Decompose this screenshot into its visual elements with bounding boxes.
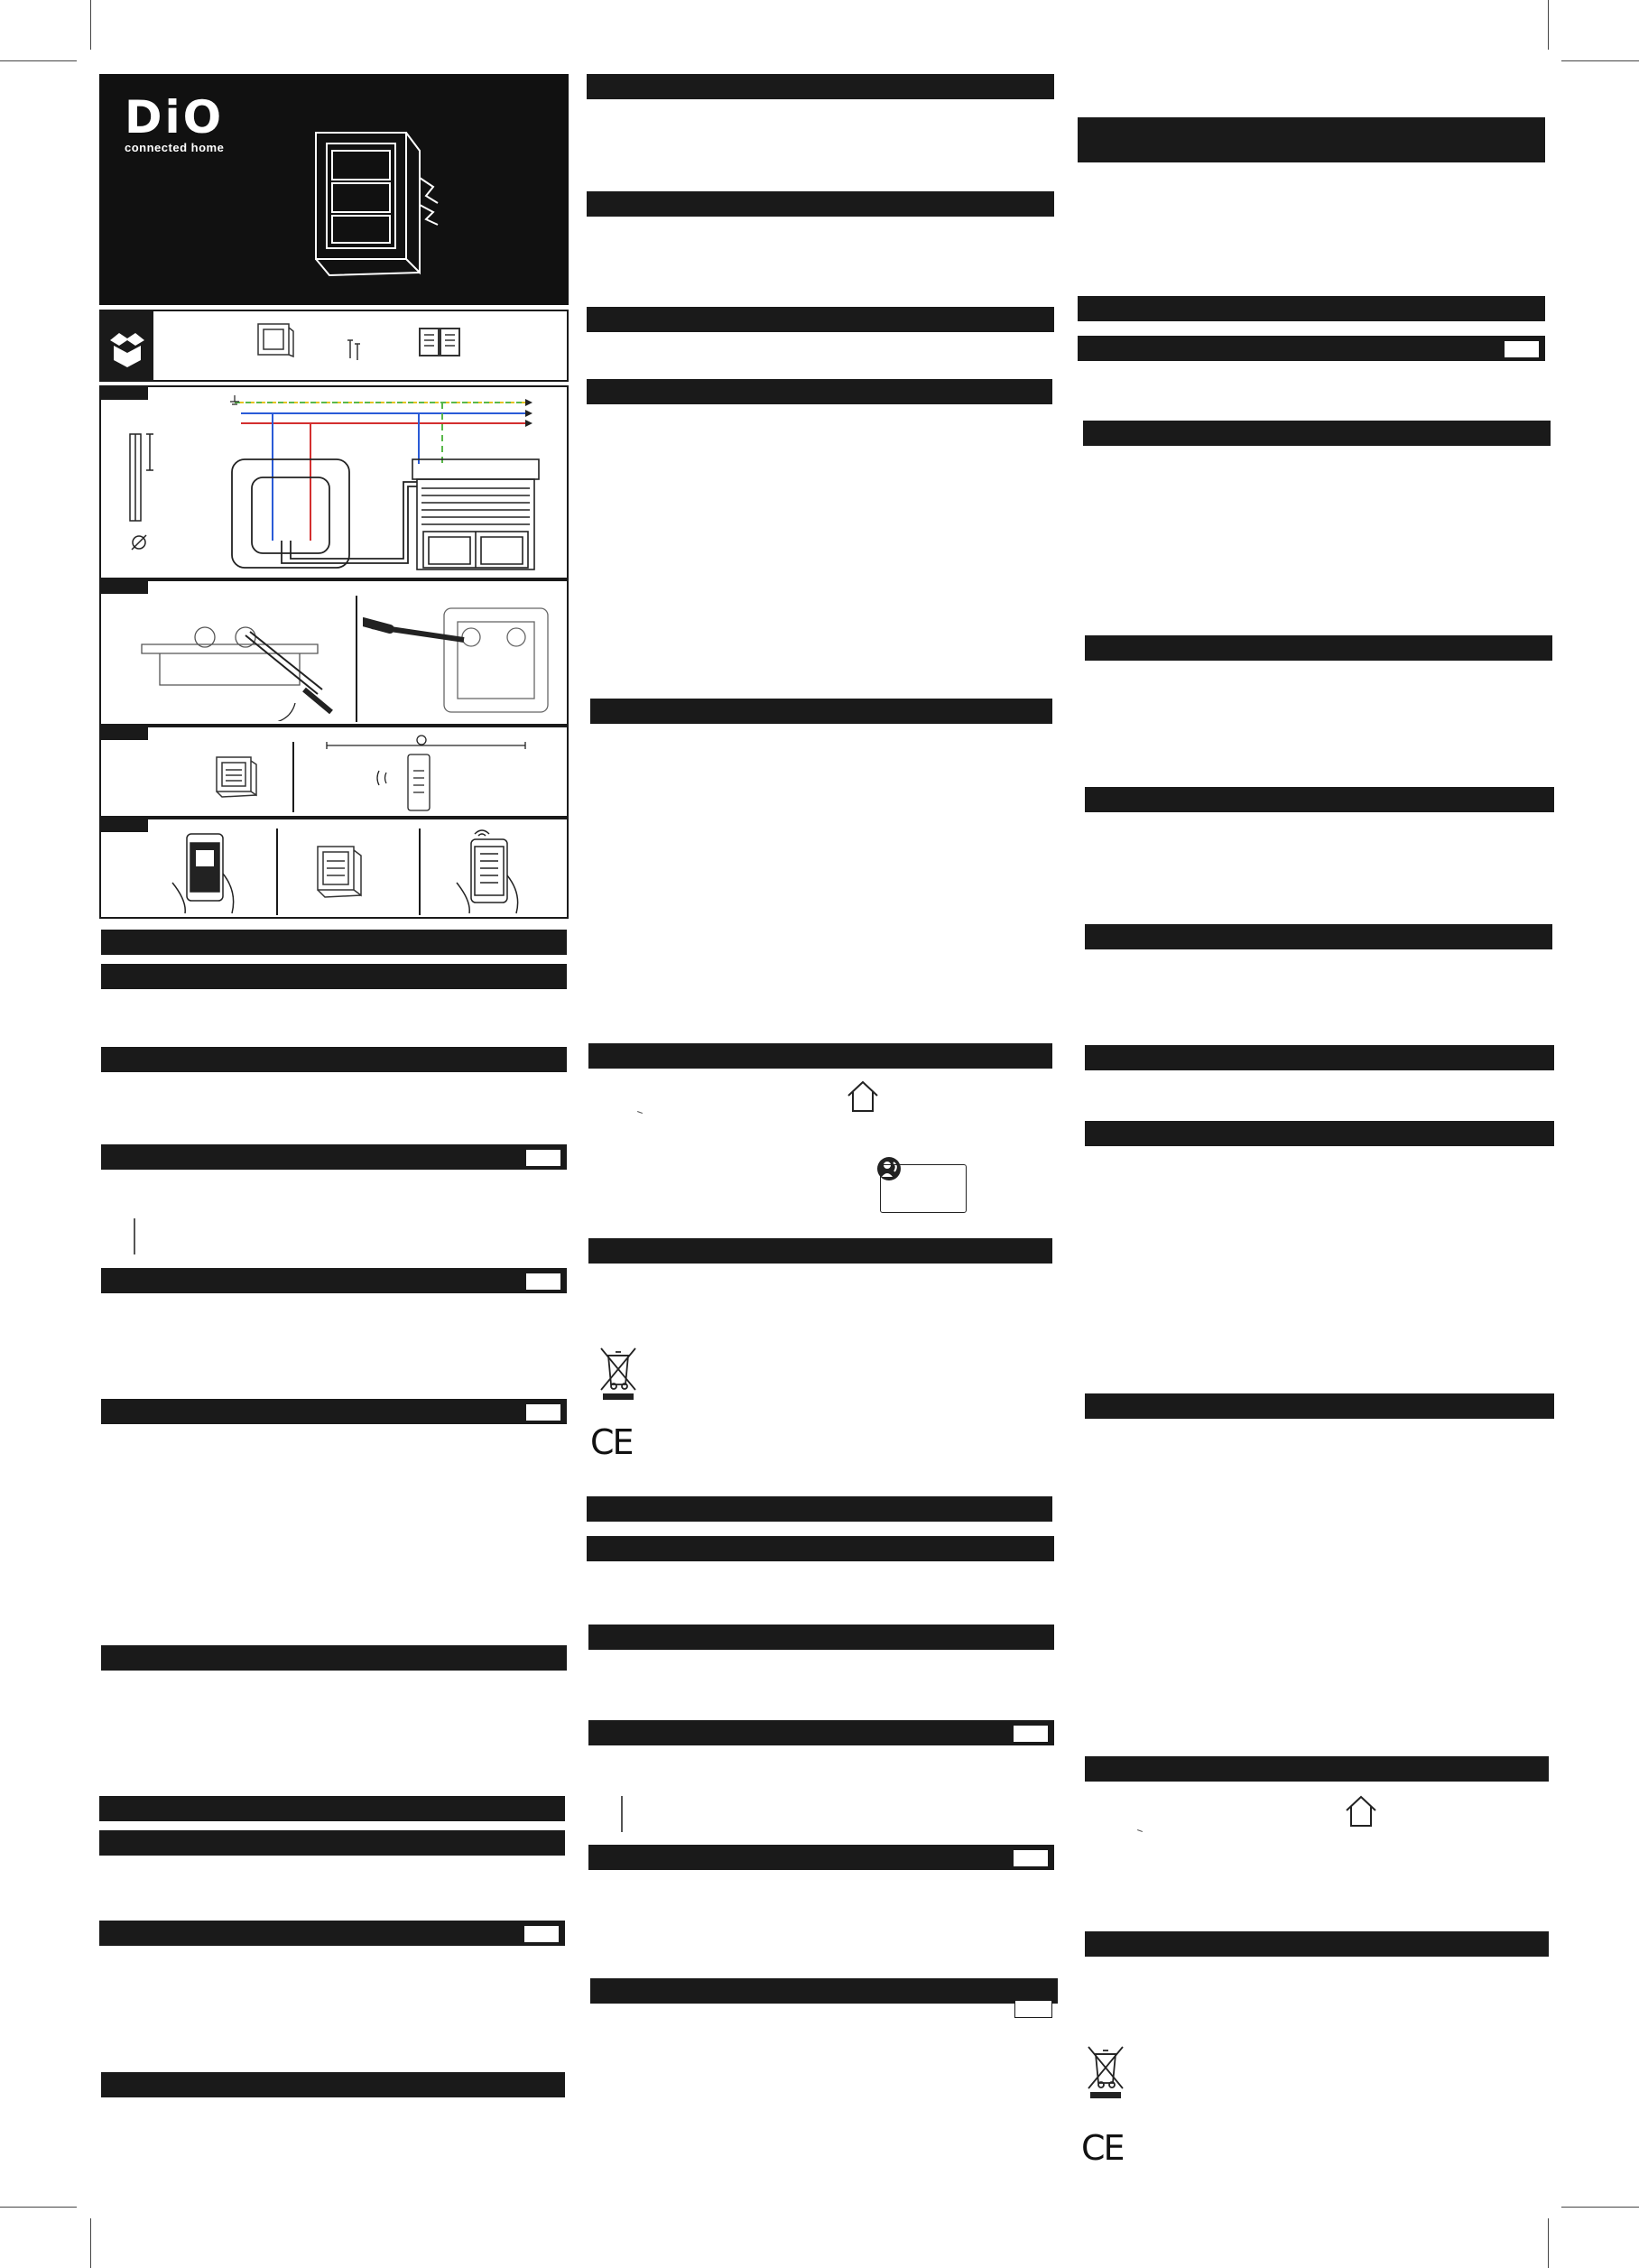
section-heading-bar <box>1085 635 1552 661</box>
wall-switch-icon <box>255 320 296 362</box>
language-box <box>523 1925 560 1943</box>
app-setup-panel <box>99 818 569 919</box>
crop-mark <box>0 2207 77 2208</box>
panel-divider <box>292 742 294 812</box>
section-heading-bar <box>101 1144 567 1170</box>
section-heading-bar <box>99 1830 565 1856</box>
section-heading-bar <box>101 1047 567 1072</box>
section-heading-bar <box>101 930 567 955</box>
cover-panel <box>99 74 569 305</box>
brand-tagline: connected home <box>125 141 225 154</box>
language-box <box>1504 340 1540 358</box>
section-heading-bar <box>587 1536 1054 1561</box>
brand-name: DiO <box>125 91 225 143</box>
language-box <box>525 1403 561 1421</box>
section-heading-bar <box>588 1238 1052 1264</box>
section-heading-bar <box>99 1796 565 1821</box>
section-heading-bar <box>99 1921 565 1946</box>
pairing-remote-panel <box>99 726 569 818</box>
installation-panel <box>99 579 569 726</box>
brand-logo <box>125 92 224 154</box>
section-heading-bar <box>590 1978 1058 2004</box>
section-heading-bar <box>101 1645 567 1671</box>
mounting-claws-illustration <box>137 608 336 721</box>
smartphone-icon <box>169 829 241 915</box>
language-box <box>1014 2000 1052 2018</box>
section-heading-bar <box>1085 924 1552 949</box>
section-heading-bar <box>1085 1756 1549 1782</box>
section-heading-bar <box>588 1625 1054 1650</box>
section-heading-bar <box>101 1268 567 1293</box>
crop-mark <box>0 60 77 61</box>
step-tab <box>101 727 148 740</box>
section-heading-bar <box>1078 336 1545 361</box>
crop-mark <box>90 0 91 50</box>
crop-mark <box>1548 0 1549 50</box>
house-icon <box>1343 1794 1379 1828</box>
panel-divider <box>276 829 278 915</box>
package-open-icon <box>101 311 153 380</box>
language-box <box>525 1273 561 1291</box>
contact-box <box>880 1164 967 1213</box>
section-heading-bar <box>1085 1393 1554 1419</box>
crop-mark <box>1548 2218 1549 2268</box>
section-heading-bar <box>588 1845 1054 1870</box>
section-heading-bar <box>1085 1121 1554 1146</box>
ce-mark-icon: CE <box>1081 2128 1124 2168</box>
section-heading-bar <box>587 379 1052 404</box>
screw-terminal-illustration <box>363 599 561 721</box>
section-heading-bar <box>101 964 567 989</box>
section-heading-bar <box>587 1496 1052 1522</box>
section-heading-bar <box>1085 1045 1554 1070</box>
section-heading-bar <box>587 74 1054 99</box>
text-marker <box>134 1218 135 1254</box>
text-marker <box>621 1796 623 1832</box>
step-tab <box>101 819 148 832</box>
section-heading-bar <box>588 1043 1052 1069</box>
language-box <box>1013 1849 1049 1867</box>
section-heading-bar <box>587 307 1054 332</box>
ce-mark-icon: CE <box>590 1422 633 1462</box>
box-contents-tab <box>101 311 153 380</box>
section-heading-bar <box>587 191 1054 217</box>
remote-control-icon <box>318 735 534 816</box>
section-heading-bar <box>1085 1931 1549 1957</box>
section-heading-bar <box>590 699 1052 724</box>
step-tab <box>101 581 148 594</box>
section-heading-bar <box>1078 117 1545 162</box>
wall-switch-icon <box>309 838 372 910</box>
section-heading-bar <box>101 2072 565 2097</box>
crossed-out-bin-icon <box>1083 2041 1128 2101</box>
text-marker <box>637 1111 643 1114</box>
section-heading-bar <box>1083 421 1551 446</box>
screws-icon <box>345 337 363 364</box>
house-icon <box>845 1079 881 1114</box>
language-box <box>1013 1725 1049 1743</box>
crossed-out-bin-icon <box>596 1343 641 1402</box>
language-box <box>525 1149 561 1167</box>
section-heading-bar <box>1078 296 1545 321</box>
section-heading-bar <box>101 1399 567 1424</box>
wall-switch-icon <box>209 750 264 804</box>
product-switch-illustration <box>307 124 496 304</box>
panel-divider <box>419 829 421 915</box>
box-contents-panel <box>99 310 569 382</box>
text-marker <box>1137 1829 1143 1832</box>
smartphone-icon <box>453 827 525 915</box>
section-heading-bar <box>588 1720 1054 1745</box>
wiring-diagram-panel <box>99 385 569 579</box>
wiring-diagram <box>101 387 567 578</box>
crop-mark <box>90 2218 91 2268</box>
crop-mark <box>1561 2207 1639 2208</box>
manual-book-icon <box>417 326 462 358</box>
panel-divider <box>356 596 357 722</box>
crop-mark <box>1561 60 1639 61</box>
section-heading-bar <box>1085 787 1554 812</box>
